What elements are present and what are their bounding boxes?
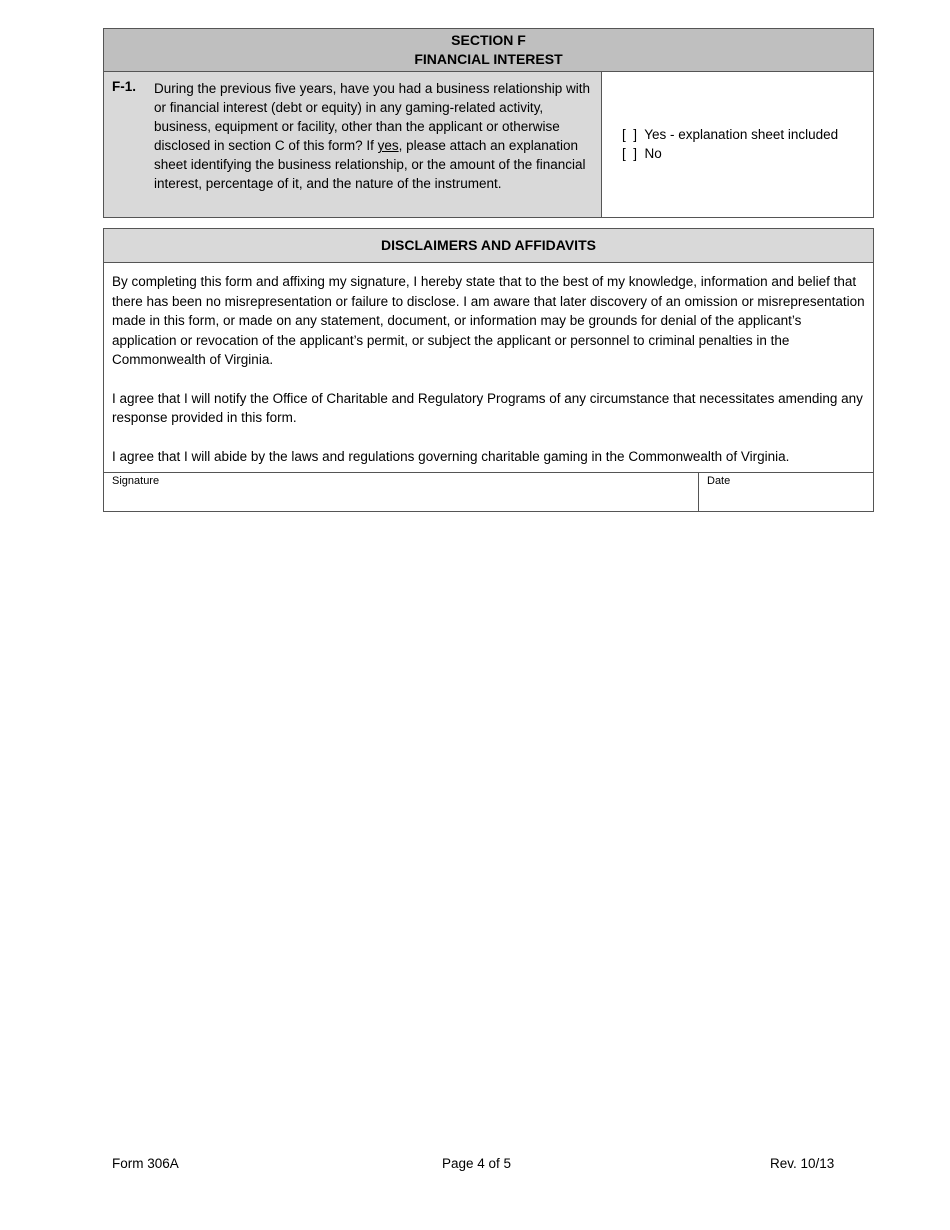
question-text: During the previous five years, have you had a business relationship with or financial interest (debt or equity) in any gaming-related activity, business, equipment or facility, other than the applicant or otherwise disclosed in section C of this form? If yes, please attach an explanation sheet identifying the business relationship, or the amount of the financial interest, percentage of it, and the nature of the instrument. [154, 81, 590, 191]
question-f1-row [104, 72, 873, 217]
option-no-checkbox[interactable]: [ ] No [622, 146, 662, 161]
disclaimers-header: DISCLAIMERS AND AFFIDAVITS [104, 229, 873, 263]
question-number: F-1. [112, 79, 137, 94]
signature-label: Signature [112, 475, 160, 487]
section-title: SECTION F [451, 32, 526, 48]
disclaimers-body [104, 263, 873, 474]
disclaimers-table [103, 228, 874, 512]
signature-row [104, 472, 873, 511]
section-subtitle: FINANCIAL INTEREST [414, 51, 563, 67]
section-f-header [104, 29, 873, 72]
footer-form-number: Form 306A [112, 1156, 179, 1171]
yes-underlined: yes [377, 138, 399, 153]
section-f-table [103, 28, 874, 218]
date-label: Date [707, 475, 731, 487]
date-field[interactable] [699, 473, 873, 511]
footer-revision: Rev. 10/13 [770, 1156, 835, 1171]
signature-field[interactable] [104, 473, 699, 511]
disclaimer-paragraph: By completing this form and affixing my signature, I hereby state that to the best of my knowledge, information and belief that there has been no misrepresentation or failure to disclose. I am aware that later discovery of an omission or misrepresentation made in this form, or made on any statement, document, or information may be grounds for denial of the applicant’s application or revocation of the applicant’s permit, or subject the applicant or personnel to criminal penalties in the Commonwealth of Virginia. [112, 274, 865, 367]
answer-options [622, 125, 838, 163]
footer-page-number: Page 4 of 5 [441, 1156, 512, 1171]
disclaimer-paragraph: I agree that I will abide by the laws and regulations governing charitable gaming in the Commonwealth of Virginia. [112, 448, 790, 464]
option-yes-checkbox[interactable]: [ ] Yes - explanation sheet included [622, 127, 839, 142]
question-f1-cell [104, 72, 602, 217]
disclaimer-paragraph: I agree that I will notify the Office of Charitable and Regulatory Programs of any circumstance that necessitates amending any response provided in this form. [112, 390, 863, 425]
